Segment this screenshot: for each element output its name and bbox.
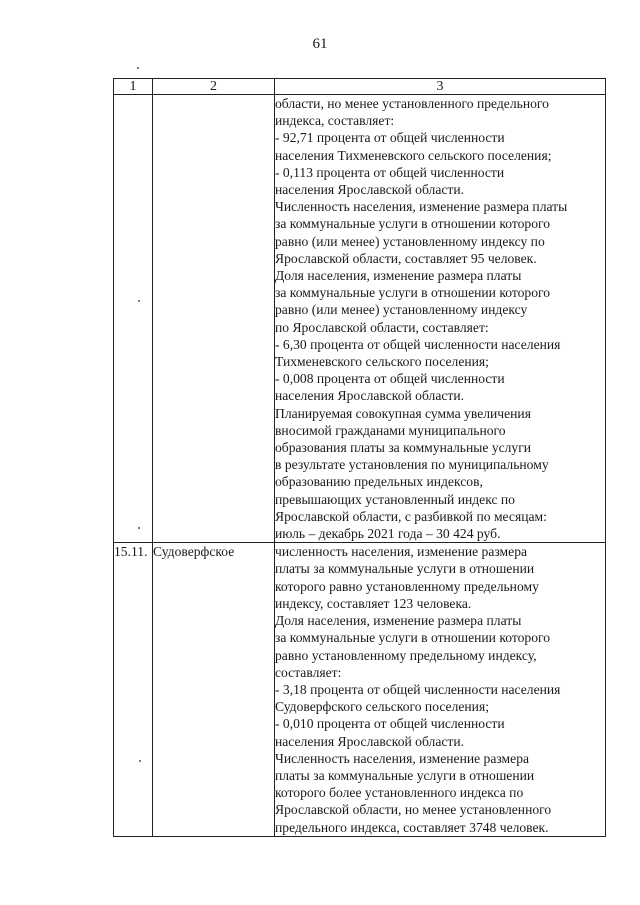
- data-table: [113, 78, 606, 837]
- page-number: 61: [312, 36, 328, 52]
- text-line: предельного индекса, составляет 3748 человек.: [275, 819, 549, 835]
- text-line: - 92,71 процента от общей численности: [275, 130, 505, 146]
- settlement-name-cell: [153, 95, 275, 543]
- text-line: Судоверфского сельского поселения;: [275, 699, 489, 715]
- text-line: составляет:: [275, 664, 342, 680]
- text-line: населения Ярославской области.: [275, 182, 465, 198]
- text-line: платы за коммунальные услуги в отношении: [275, 767, 535, 783]
- row-number-cell: 15.11.: [114, 543, 153, 836]
- scan-speck: [139, 760, 141, 762]
- text-line: Ярославской области, составляет 95 человек.: [275, 250, 537, 266]
- text-line: образования платы за коммунальные услуги: [275, 440, 532, 456]
- text-line: за коммунальные услуги в отношении которого: [275, 630, 551, 646]
- text-line: Доля населения, изменение размера платы: [275, 268, 522, 284]
- text-line: - 6,30 процента от общей численности населения: [275, 336, 561, 352]
- text-line: в результате установления по муниципальному: [275, 457, 549, 473]
- text-line: Доля населения, изменение размера платы: [275, 613, 522, 629]
- text-line: Ярославской области, с разбивкой по месяцам:: [275, 508, 547, 524]
- header-col-3: 3: [275, 79, 606, 95]
- text-line: Численность населения, изменение размера платы: [275, 199, 568, 215]
- text-line: за коммунальные услуги в отношении которого: [275, 285, 551, 301]
- header-col-2: 2: [153, 79, 275, 95]
- description-cell: [275, 543, 606, 836]
- text-line: - 0,010 процента от общей численности: [275, 716, 505, 732]
- table-row: [114, 543, 606, 836]
- text-line: - 3,18 процента от общей численности населения: [275, 681, 561, 697]
- row-number-cell: [114, 95, 153, 543]
- table-row: [114, 95, 606, 543]
- text-line: равно установленному предельному индексу,: [275, 647, 537, 663]
- text-line: индекса, составляет:: [275, 113, 395, 129]
- scan-speck: [137, 67, 139, 69]
- text-line: платы за коммунальные услуги в отношении: [275, 561, 535, 577]
- text-line: населения Ярославской области.: [275, 733, 465, 749]
- text-line: по Ярославской области, составляет:: [275, 319, 489, 335]
- text-line: Численность населения, изменение размера: [275, 750, 530, 766]
- text-line: области, но менее установленного предельного: [275, 96, 549, 111]
- text-line: которого равно установленному предельному: [275, 578, 539, 594]
- text-line: превышающих установленный индекс по: [275, 491, 515, 507]
- text-line: равно (или менее) установленному индексу по: [275, 233, 545, 249]
- text-line: Планируемая совокупная сумма увеличения: [275, 405, 531, 421]
- text-line: вносимой гражданами муниципального: [275, 422, 506, 438]
- text-line: образованию предельных индексов,: [275, 474, 483, 490]
- text-line: июль – декабрь 2021 года – 30 424 руб.: [275, 526, 501, 542]
- text-line: которого более установленного индекса по: [275, 785, 524, 801]
- scan-speck: [138, 300, 140, 302]
- text-line: численность населения, изменение размера: [275, 544, 528, 560]
- description-text: [275, 543, 605, 835]
- settlement-name-cell: Судоверфское: [153, 543, 275, 836]
- table-header-row: [114, 79, 606, 95]
- description-cell: [275, 95, 606, 543]
- text-line: за коммунальные услуги в отношении которого: [275, 216, 551, 232]
- text-line: Тихменевского сельского поселения;: [275, 354, 489, 370]
- header-col-1: 1: [114, 79, 153, 95]
- text-line: населения Ярославской области.: [275, 388, 465, 404]
- text-line: - 0,113 процента от общей численности: [275, 164, 505, 180]
- text-line: Ярославской области, но менее установленного: [275, 802, 552, 818]
- scan-speck: [138, 527, 140, 529]
- text-line: индексу, составляет 123 человека.: [275, 595, 472, 611]
- text-line: - 0,008 процента от общей численности: [275, 371, 505, 387]
- text-line: равно (или менее) установленному индексу: [275, 302, 528, 318]
- description-text: [275, 95, 605, 542]
- text-line: населения Тихменевского сельского поселения;: [275, 147, 552, 163]
